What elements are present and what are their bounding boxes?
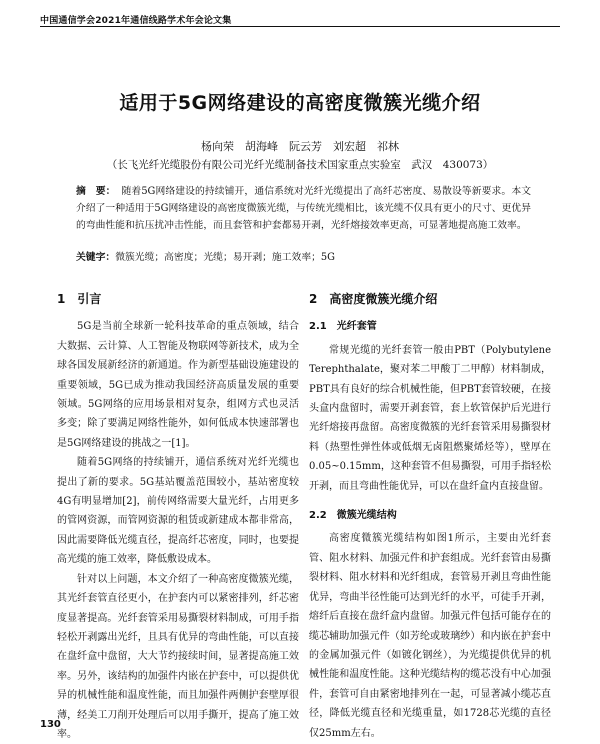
keywords-text: 微簇光缆；高密度；光缆；易开剥；施工效率；5G [115, 252, 335, 263]
keywords-label: 关键字： [76, 252, 116, 263]
abstract-label: 摘 要： [76, 186, 116, 197]
abstract-block [76, 183, 531, 234]
section-heading-cable: 2 高密度微簇光缆介绍 [309, 292, 438, 306]
intro-paragraph: 针对以上问题，本文介绍了一种高密度微簇光缆，其光纤套管直径更小，在护套内可以紧密排列，纤芯密度显著提高。光纤套管采用易撕裂材料制成，可用手指轻松开剥露出光纤，且具有优异的弯曲性能，可以直接在盘纤盒中盘留，大大节约接续时间，显著提高施工效率。另外，该结构的加强件内嵌在护套中，可以提供优异的机械性能和温度性能，而且加强件两侧护套壁厚很薄，经美工刀削开处理后可以用手撕开，提高了施工效率。 [57, 573, 299, 740]
subsection-heading-tube: 2.1 光纤套管 [309, 321, 377, 333]
affiliation: （长飞光纤光缆股份有限公司光纤光缆制备技术国家重点实验室 武汉 430073） [106, 159, 494, 171]
running-header: 中国通信学会2021年通信线路学术年会论文集 [40, 16, 232, 26]
subsection-heading-structure: 2.2 微簇光缆结构 [309, 510, 397, 522]
section-heading-intro: 1 引言 [57, 292, 102, 306]
header-rule [40, 26, 560, 27]
page-number: 130 [40, 719, 61, 730]
intro-paragraph: 5G是当前全球新一轮科技革命的重点领域，结合大数据、云计算、人工智能及物联网等新技术，成为全球各国发展新经济的新通道。作为新型基础设施建设的重要领域，5G已成为推动我国经济高质量发展的重要领域。5G网络的应用场景相对复杂，组网方式也灵活多变；除了要满足网络性能外，如何低成本快速部署也是5G网络建设的挑战之一[1]。 [57, 321, 299, 449]
author-list: 杨向荣 胡海峰 阮云芳 刘宏超 祁林 [201, 140, 399, 153]
intro-paragraph: 随着5G网络的持续铺开，通信系统对光纤光缆也提出了新的要求。5G基站覆盖范围较小，基站密度较4G有明显增加[2]，前传网络需要大量光纤，占用更多的管网资源，而管网资源的租赁或新建成本都非常高，因此需要降低光缆直径，提高纤芯密度，同时，也要提高光缆的施工效率，降低敷设成本。 [57, 457, 299, 566]
structure-paragraph: 高密度微簇光缆结构如图1所示，主要由光纤套管、阻水材料、加强元件和护套组成。光纤套管由易撕裂材料、阻水材料和光纤组成，套管易开剥且弯曲性能优异，弯曲半径性能可达到光纤的水平，可徒手开剥，熔纤后直接在盘纤盒内盘留。加强元件包括可能存在的缆芯辅助加强元件（如芳纶或玻璃纱）和内嵌在护套中的金属加强元件（如镀化钢丝），为光缆提供优异的机械性能和温度性能。这种光缆结构的缆芯没有中心加强件，套管可自由紧密地排列在一起，可显著减小缆芯直径，降低光缆直径和光缆重量，如1728芯光缆的直径仅25mm左右。 [309, 533, 551, 739]
tube-paragraph: 常规光缆的光纤套管一般由PBT（Polybutylene Terephthalate，聚对苯二甲酸丁二甲醇）材料制成，PBT具有良好的综合机械性能，但PBT套管较硬，在接头盒内盘留时，需要开剥套管，套上软管保护后光进行光纤熔接再盘留。高密度微簇的光纤套管采用易撕裂材料（热塑性弹性体或低烟无卤阻燃聚烯烃等），壁厚在0.05~0.15mm，这种套管不但易撕裂，可用手指轻松开剥，而且弯曲性能优异，可以在盘纤盒内直接盘留。 [309, 344, 551, 492]
right-column [309, 284, 551, 743]
paper-title: 适用于5G网络建设的高密度微簇光缆介绍 [119, 92, 481, 114]
left-column [57, 284, 299, 744]
abstract-text: 随着5G网络建设的持续铺开，通信系统对光纤光缆提出了高纤芯密度、易散设等新要求。本文介绍了一种适用于5G网络建设的高密度微簇光缆，与传统光缆相比，该光缆不仅具有更小的尺寸、更优异的弯曲性能和抗压扰冲击性能，而且套管和护套都易开剥，光纤熔接效率更高，可显著地提高施工效率。 [76, 186, 532, 231]
keywords-block [76, 250, 531, 266]
